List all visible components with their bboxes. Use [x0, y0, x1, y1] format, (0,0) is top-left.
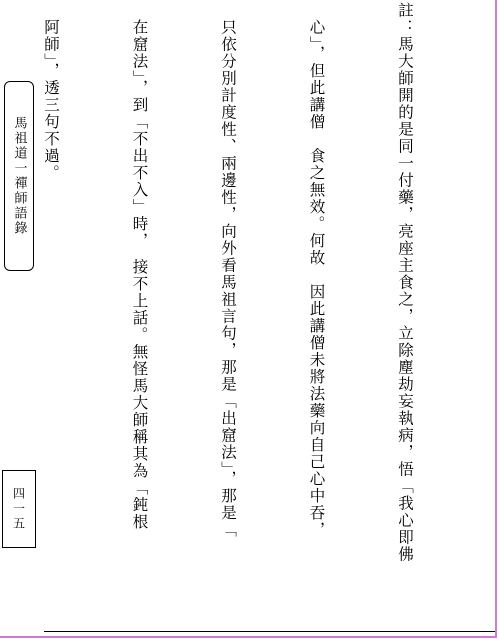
text-column: 只依分別計度性、兩邊性，向外看馬祖言句，那是「出窟法」，那是「 — [219, 2, 237, 539]
body-text — [42, 2, 478, 628]
text-column: 註：馬大師開的是同一付藥，亮座主食之，立除塵劫妄執病，悟「我心即佛 — [396, 2, 414, 563]
text-column: 心」，但此講僧 食之無效。何故 因此講僧未將法藥向自己心中吞， — [307, 2, 326, 539]
text-column: 阿師」，透三句不過。 — [42, 2, 60, 182]
book-title-box — [4, 81, 34, 271]
bottom-rule — [44, 631, 495, 632]
page-number: 四一五 — [11, 486, 26, 532]
page-number-box — [2, 470, 36, 548]
book-title: 馬祖道一禪師語錄 — [11, 116, 27, 236]
text-column: 在窟法」，到「不出不入」時， 接不上話。無怪馬大師稱其為「鈍根 — [130, 2, 149, 531]
